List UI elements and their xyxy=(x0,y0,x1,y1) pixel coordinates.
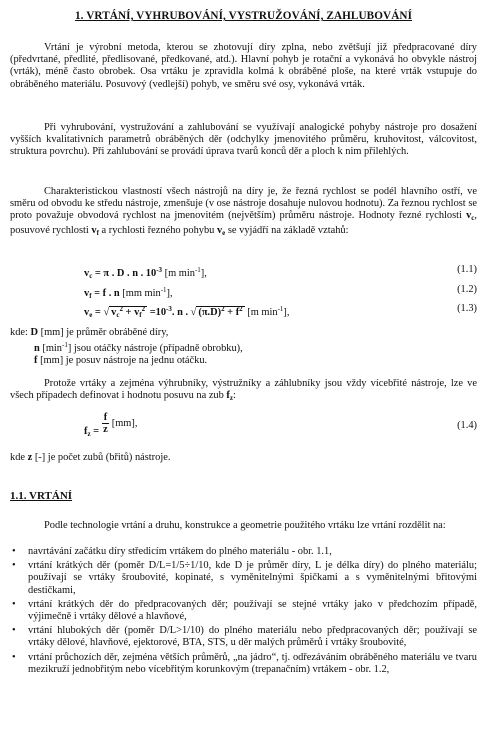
bullet-list xyxy=(10,546,477,676)
paragraph-reaming: Při vyhrubování, vystružování a zahlubování se využívají analogické pohyby nástroje pro dosažení vyšších kvalitativních parametrů obráběných děr (odchylky jmenovitého průměru, kruhovitost, válcovitost, struktura povrchu). Při zahlubování se provádí úprava tvarů konců děr a ploch k nim přilehlých. xyxy=(10,122,477,158)
chapter-heading: 1. VRTÁNÍ, VYHRUBOVÁNÍ, VYSTRUŽOVÁNÍ, ZAHLUBOVÁNÍ xyxy=(74,10,413,22)
list-item xyxy=(10,599,477,623)
variable-definitions-1: kde: D [mm] je průměr obráběné díry, n $[\min^{-1}]$ jsou otáčky nástroje (případně obrobku), f [mm] je posuv nástroje na jednu otáčku. xyxy=(10,327,243,367)
equation-1-3: $v_e$ = √ $v_c^2 + v_f^2 =10^{-3}$. n . √ $(\pi.D)^2 + f^2$ [m $\min^{-1}$], (1.3) xyxy=(84,303,477,319)
paragraph-feed-per-tooth: Protože vrtáky a zejména výhrubníky, výstružníky a záhlubníky jsou vždy vícebřité nástroje, lze ve všech případech definovat i hodnotu posuvu na zub $f_z$: xyxy=(10,378,477,403)
equation-1-4: $f_z$ = $\frac{f}{z}$ [mm], (1.4) xyxy=(84,412,477,438)
equation-1-2: $v_f = f$ . n [mm $\min^{-1}$], (1.2) xyxy=(84,284,477,300)
equation-1-1: $v_c = \pi$ . D . n . $10^{-3}$ [m $\min^{-1}$], (1.1) xyxy=(84,264,477,280)
symbol-vc: $v_c$ xyxy=(466,210,475,223)
equation-number: (1.1) xyxy=(457,264,477,275)
list-item-text: vrtání průchozích děr, zejména větších průměrů, „na jádro“, tj. odřezáváním obráběného materiálu ve tvaru mezikruží jednobřitým nebo vícebřitým korunkovým (trepanačním) vrtákem - obr. 1.2, xyxy=(28,651,477,675)
list-item xyxy=(10,652,477,676)
bullet-marker: • xyxy=(12,546,16,557)
drilling-types-list xyxy=(10,546,477,678)
bullet-marker: • xyxy=(12,625,16,637)
list-item-text: vrtání krátkých děr (poměr D/L=1/5÷1/10, kde D je průměr díry, L je délka díry) do plného materiálu; používají se vrtáky šroubovité, kopinaté, s vyměnitelnými špičkami a s vyměnitelnými břitovými destičkami, xyxy=(28,560,477,596)
list-item-text: navrtávání začátku díry středicím vrtákem do plného materiálu - obr. 1.1, xyxy=(28,546,332,557)
sqrt-symbol: √ xyxy=(190,307,197,318)
list-item-text: vrtání hlubokých děr (poměr D/L>1/10) do plného materiálu nebo předpracovaných děr; používají se vrtáky dělové, hlavňové, ejektorové, BTA, STS, u děr malých průměrů i vrtáky šroubovité, xyxy=(28,625,477,649)
symbol-vf: $v_f$ xyxy=(91,224,99,237)
paragraph-cutting-speed: Charakteristickou vlastností všech nástrojů na díry je, že řezná rychlost se podél hlavního ostří, ve směru od obvodu ke středu nástroje, zmenšuje (v ose nástroje dosahuje nulovou hodnotu). Za řeznou rychlost se proto považuje obvodová rychlost na jmenovitém (největším) průměru nástroje. Hodnoty řezné rychlosti $v_c$, posuvové rychlosti $v_f$ a rychlosti řezného pohybu $v_e$ se vyjádří na základě vztahů: xyxy=(10,186,477,237)
fraction: $\frac{f}{z}$ xyxy=(103,412,108,435)
list-item xyxy=(10,625,477,649)
sqrt-symbol: √ xyxy=(103,307,110,318)
section-heading: 1.1. VRTÁNÍ xyxy=(10,490,73,502)
bullet-marker: • xyxy=(12,651,16,663)
symbol-ve: $v_e$ xyxy=(216,224,226,237)
bullet-marker: • xyxy=(12,598,16,610)
bullet-marker: • xyxy=(12,560,16,572)
equation-number: (1.2) xyxy=(457,284,477,295)
list-item xyxy=(10,560,477,597)
list-item-text: vrtání krátkých děr do předpracovaných děr; používají se stejné vrtáky jako v předchozím případě, výjimečně i vrtáky dělové a hlavňové, xyxy=(28,598,477,623)
paragraph-drilling-types: Podle technologie vrtání a druhu, konstrukce a geometrie použitého vrtáku lze vrtání rozdělit na: xyxy=(44,520,446,531)
paragraph-drilling-definition: Vrtání je výrobní metoda, kterou se zhotovují díry zplna, nebo zvětšují již předpracované díry (předvrtané, předlité, předlisované, předkované, atd.). Hlavní pohyb je rotační a vykonává ho obvykle nástroj (vrták), méně často obrobek. Osa vrtáku je zpravidla kolmá k obráběné ploše, na které vrták vstupuje do obráběného materiálu. Posuvový (vedlejší) pohyb, ve směru své osy, vykonává vrták. xyxy=(10,42,477,90)
variable-definitions-2: kde z [-] je počet zubů (břitů) nástroje. xyxy=(10,452,171,463)
equation-number: (1.4) xyxy=(457,420,477,431)
symbol-fz: $f_z$ xyxy=(226,390,233,403)
list-item xyxy=(10,546,477,558)
equation-number: (1.3) xyxy=(457,303,477,314)
